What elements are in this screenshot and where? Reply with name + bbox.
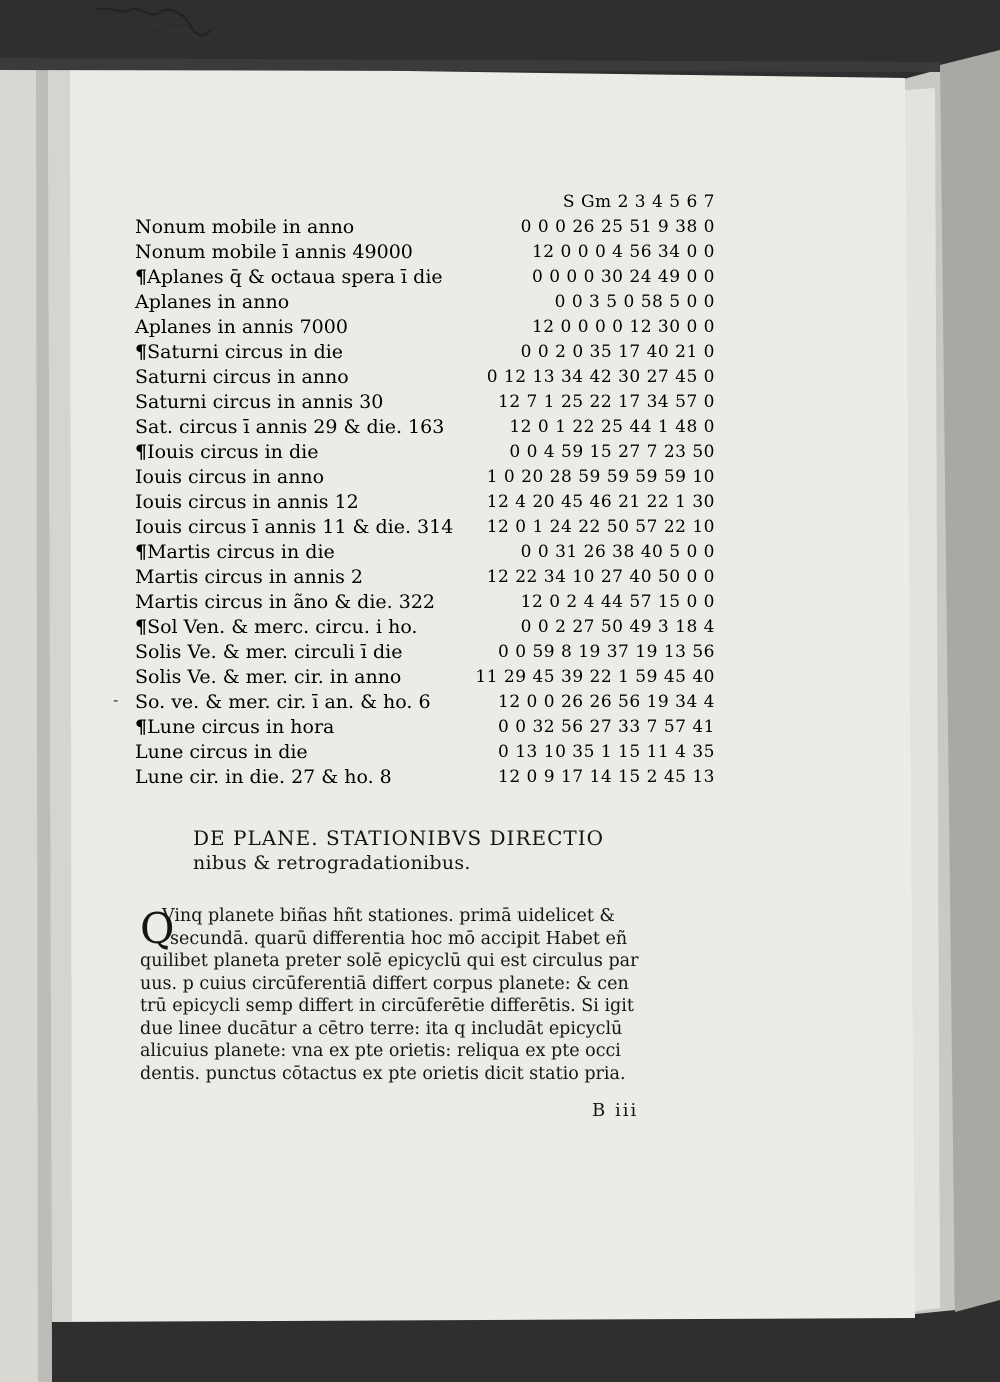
table-row-label-text: Saturni circus in anno [135,366,349,388]
table-row-label [135,590,435,615]
handwritten-number-image [90,0,220,60]
body-line: uus. p cuius circūferentiā differt corpus planete: & cen [140,973,629,994]
table-row-label-text: Saturni circus in die [147,341,344,363]
table-row-values: 1 0 20 28 59 59 59 59 10 [486,467,715,487]
table-row-label [135,340,343,365]
table-row-label [135,490,359,515]
body-line: dentis. punctus cōtactus ex pte orietis dicit statio pria. [140,1063,626,1084]
pilcrow-mark: ¶ [135,441,148,463]
pilcrow-mark: ¶ [135,541,148,563]
table-row-label-text: Martis circus in annis 2 [135,566,363,588]
table-row-label-text: Martis circus in die [147,541,335,563]
handwritten-folio-number [90,0,220,64]
table-header-row [135,190,715,215]
table-row [135,315,715,340]
table-row-label [135,215,354,240]
table-row [135,715,715,740]
drop-capital: Q [140,904,175,953]
table-row-label [135,640,402,665]
table-row-label [135,365,349,390]
signature-mark: B iii [592,1100,639,1121]
body-line: secundā. quarū differentia hoc mō accipit Habet eñ [170,928,628,949]
table-row-label-text: Solis Ve. & mer. circuli ī die [135,641,403,663]
table-row [135,240,715,265]
table-row [135,490,715,515]
table-row-label [135,715,334,740]
table-row-label-text: Nonum mobile ī annis 49000 [135,241,413,263]
section-heading [193,826,713,876]
heading-line-2: nibus & retrogradationibus. [193,852,471,874]
table-row-values: 12 0 2 4 44 57 15 0 0 [520,592,715,612]
table-row-values: 11 29 45 39 22 1 59 45 40 [475,667,715,687]
table-row-values: 0 0 3 5 0 58 5 0 0 [554,292,715,312]
table-row-values: 0 0 2 27 50 49 3 18 4 [520,617,715,637]
table-row-values: 0 0 0 26 25 51 9 38 0 [520,217,715,237]
margin-dash: - [113,690,119,709]
body-line: trū epicycli semp differt in circūferētie differētis. Si igit [140,996,634,1016]
table-row-values: 12 0 0 0 4 56 34 0 0 [531,242,715,262]
heading-line-1: DE PLANE. STATIONIBVS DIRECTIO [193,826,605,850]
table-row-label [135,765,392,790]
body-line: due linee ducātur a cētro terre: ita q includāt epicyclū [140,1018,623,1039]
table-row-label [135,315,348,340]
table-row [135,765,715,790]
table-row-label [135,415,444,440]
table-row-values: 0 0 2 0 35 17 40 21 0 [520,342,715,362]
pilcrow-mark: ¶ [135,616,148,638]
table-row-label [135,515,453,540]
table-row-label [135,390,383,415]
table-row-label [135,265,443,290]
body-line: Vinq planete biñas hñt stationes. primā uidelicet & [162,906,616,926]
table-row-label [135,740,308,765]
table-row-label [135,465,324,490]
table-row-label-text: Martis circus in ãno & die. 322 [135,591,436,613]
table-row-label [135,565,363,590]
table-row-values: 0 0 59 8 19 37 19 13 56 [498,642,715,662]
table-row-label-text: Aplanes in annis 7000 [135,316,348,338]
table-row-label [135,540,335,565]
body-text [140,905,712,1085]
table-row-values: 12 0 0 26 26 56 19 34 4 [498,692,715,712]
table-row-label-text: Lune circus in die [135,741,308,763]
body-line: alicuius planete: vna ex pte orietis: reliqua ex pte occi [140,1041,621,1061]
table-row-values: 12 0 1 22 25 44 1 48 0 [509,417,715,437]
table-row [135,440,715,465]
table-row [135,690,715,715]
table-row [135,615,715,640]
body-line: quilibet planeta preter solē epicyclū qui est circulus par [140,951,639,971]
table-row-label [135,615,417,640]
table-row-values: 12 4 20 45 46 21 22 1 30 [486,492,715,512]
table-row [135,365,715,390]
table-row-label-text: Iouis circus in annis 12 [135,491,359,513]
table-row-values: 0 0 0 0 30 24 49 0 0 [531,267,715,287]
table-row-values: 0 13 10 35 1 15 11 4 35 [498,742,715,762]
table-row-label-text: Sat. circus ī annis 29 & die. 163 [135,416,445,438]
table-row-label-text: Nonum mobile in anno [135,216,355,238]
table-row-label-text: So. ve. & mer. cir. ī an. & ho. 6 [135,691,431,713]
table-row-values: 0 12 13 34 42 30 27 45 0 [486,367,715,387]
table-row-label-text: Sol Ven. & merc. circu. i ho. [147,616,418,638]
table-row [135,465,715,490]
table-row-label-text: Iouis circus ī annis 11 & die. 314 [135,516,454,538]
table-row-label-text: Aplanes in anno [135,291,290,313]
table-row-values: 12 0 0 0 0 12 30 0 0 [531,317,715,337]
table-row-label-text: Aplanes q̄ & octaua spera ī die [147,266,443,288]
pilcrow-mark: ¶ [135,716,148,738]
table-row [135,740,715,765]
table-row-label [135,290,289,315]
table-row-label-text: Iouis circus in die [147,441,319,463]
table-row [135,540,715,565]
table-row [135,290,715,315]
table-row [135,665,715,690]
pilcrow-mark: ¶ [135,266,148,288]
table-row-label [135,690,431,715]
table-row-label-text: Lune cir. in die. 27 & ho. 8 [135,766,392,788]
table-row [135,265,715,290]
table-row [135,215,715,240]
table-header: S Gm 2 3 4 5 6 7 [562,192,715,212]
table-row-values: 0 0 31 26 38 40 5 0 0 [520,542,715,562]
table-row [135,340,715,365]
table-row-values: 0 0 4 59 15 27 7 23 50 [509,442,715,462]
table-row [135,640,715,665]
table-row-values: 12 0 1 24 22 50 57 22 10 [486,517,715,537]
table-row-values: 12 7 1 25 22 17 34 57 0 [498,392,715,412]
table-row [135,390,715,415]
table-row-values: 12 0 9 17 14 15 2 45 13 [498,767,715,787]
table-row [135,515,715,540]
table-row-label [135,440,318,465]
table-row-label-text: Solis Ve. & mer. cir. in anno [135,666,402,688]
pilcrow-mark: ¶ [135,341,148,363]
table-row [135,415,715,440]
table-row [135,590,715,615]
table-row-label [135,240,413,265]
table-row-label-text: Saturni circus in annis 30 [135,391,384,413]
table-row-values: 12 22 34 10 27 40 50 0 0 [486,567,715,587]
table-row-label-text: Lune circus in hora [147,716,335,738]
table-row-label [135,665,401,690]
table-row [135,565,715,590]
table-row-label-text: Iouis circus in anno [135,466,325,488]
table-row-values: 0 0 32 56 27 33 7 57 41 [498,717,715,737]
